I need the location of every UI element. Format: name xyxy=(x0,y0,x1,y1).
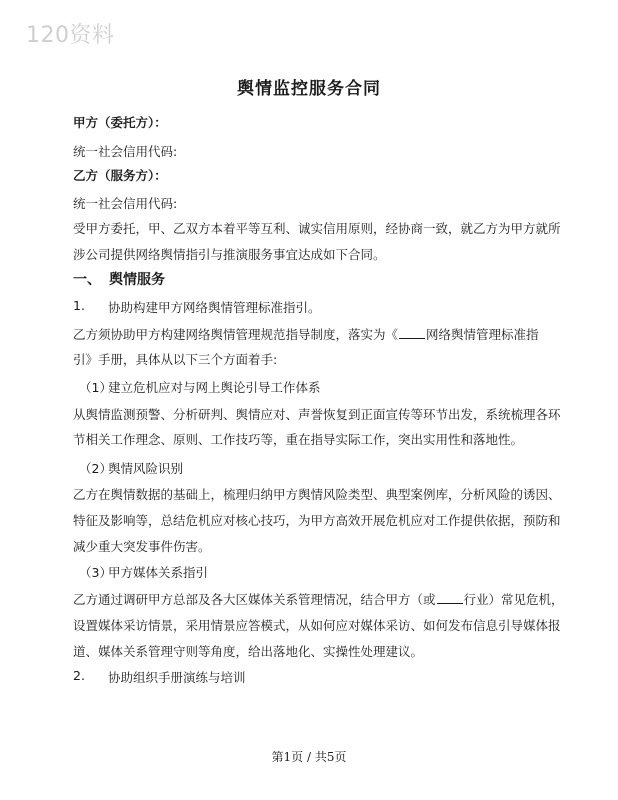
sub-3-line-2: 设置媒体采访情景，采用情景应答模式，从如何应对媒体采访、如何发布信息引导媒体报 xyxy=(73,618,561,633)
sub-1-line-2: 节相关工作理念、原则、工作技巧等，重在指导实际工作，突出实用性和落地性。 xyxy=(73,432,524,447)
sub-3-line-1-a: 乙方通过调研甲方总部及各大区媒体关系管理情况，结合甲方（或 xyxy=(73,592,436,607)
document-title: 舆情监控服务合同 xyxy=(237,79,381,99)
sub-2-line-1: 乙方在舆情数据的基础上，梳理归纳甲方舆情风险类型、典型案例库，分析风险的诱因、 xyxy=(73,487,561,502)
section-1-title: 舆情服务 xyxy=(109,272,165,288)
item-1-text: 协助构建甲方网络舆情管理标准指引。 xyxy=(108,300,321,315)
item-2-number: 2. xyxy=(73,668,85,683)
sub-1-label: （1） xyxy=(79,380,112,395)
sub-2-title: 舆情风险识别 xyxy=(108,461,184,476)
item-2-text: 协助组织手册演练与培训 xyxy=(108,670,246,685)
party-b-label: 乙方（服务方）： xyxy=(73,168,167,183)
party-a-credit-code: 统一社会信用代码: xyxy=(73,144,178,159)
party-b-credit-code: 统一社会信用代码: xyxy=(73,196,178,211)
blank-field xyxy=(437,591,463,604)
intro-line-1: 受甲方委托，甲、乙双方本着平等互利、诚实信用原则，经协商一致，就乙方为甲方就所 xyxy=(73,221,561,236)
sub-3-label: （3） xyxy=(79,565,112,580)
blank-field xyxy=(399,326,425,339)
page-footer: 第1页 / 共5页 xyxy=(271,750,347,764)
sub-2-line-2: 特征及影响等，总结危机应对核心技巧，为甲方高效开展危机应对工作提供依据，预防和 xyxy=(73,513,561,528)
sub-3-line-1-b: 行业）常见危机， xyxy=(463,592,564,607)
sub-3-line-1 xyxy=(73,590,564,608)
item-1-para-line-1-a: 乙方须协助甲方构建网络舆情管理规范指导制度，落实为《 xyxy=(73,327,399,342)
watermark: 120资料 xyxy=(26,23,115,48)
sub-2-label: （2） xyxy=(79,461,112,476)
item-1-para-line-1-b: 网络舆情管理标准指 xyxy=(426,327,539,342)
sub-3-line-3: 道、媒体关系管理守则等角度，给出落地化、实操性处理建议。 xyxy=(73,644,424,659)
sub-2-line-3: 减少重大突发事件伤害。 xyxy=(73,539,211,554)
item-1-number: 1. xyxy=(73,298,85,313)
sub-1-title: 建立危机应对与网上舆论引导工作体系 xyxy=(108,380,321,395)
item-1-para-line-2: 引》手册，具体从以下三个方面着手: xyxy=(73,352,278,367)
intro-line-2: 涉公司提供网络舆情指引与推演服务事宜达成如下合同。 xyxy=(73,247,386,262)
party-a-label: 甲方（委托方）： xyxy=(73,115,167,130)
sub-3-title: 甲方媒体关系指引 xyxy=(108,565,209,580)
sub-1-line-1: 从舆情监测预警、分析研判、舆情应对、声誉恢复到正面宣传等环节出发，系统梳理各环 xyxy=(73,407,561,422)
item-1-para-line-1 xyxy=(73,325,539,343)
section-1-number: 一、 xyxy=(73,272,101,288)
